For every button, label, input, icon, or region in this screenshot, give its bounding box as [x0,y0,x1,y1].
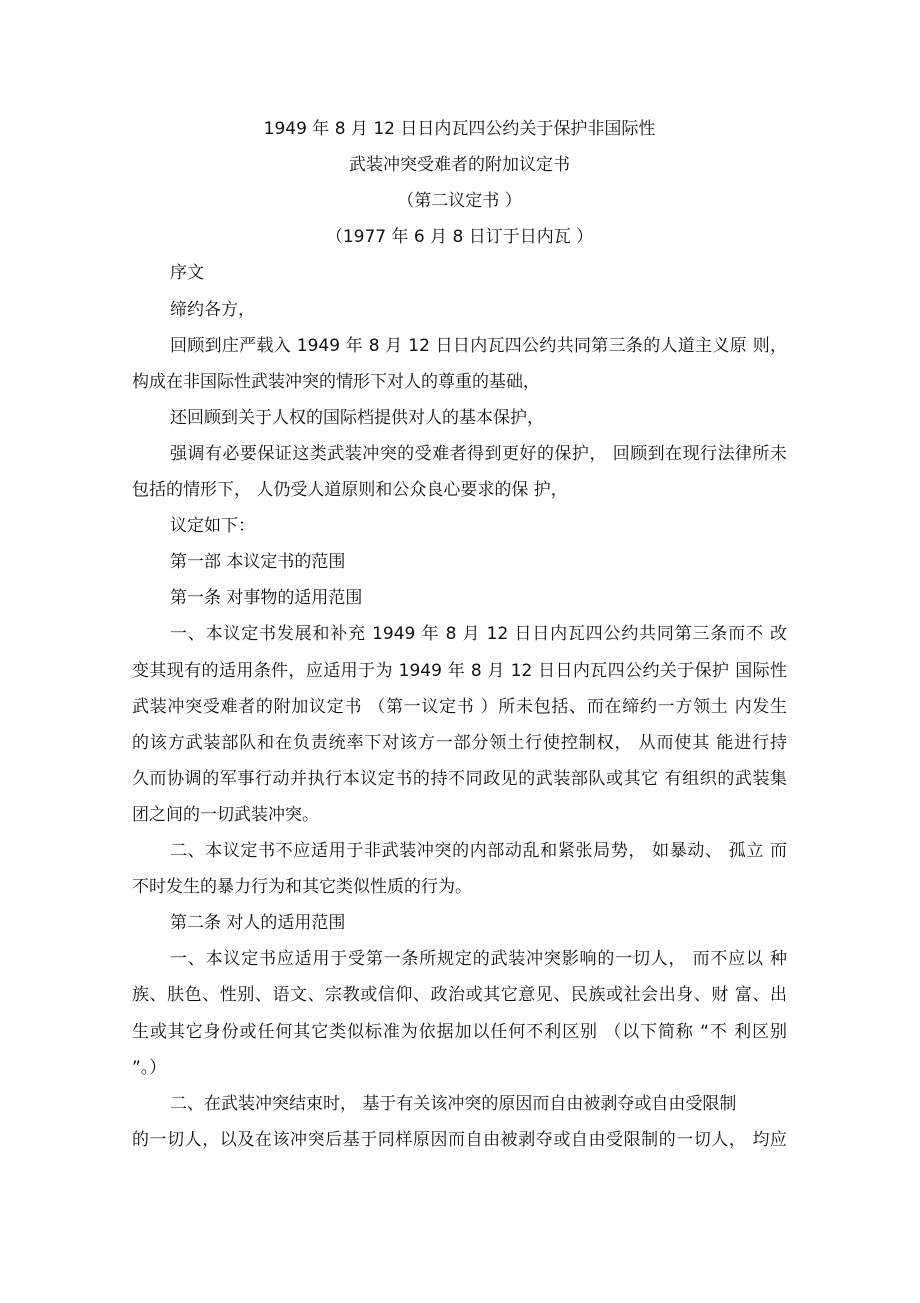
text-line: 第一部 本议定书的范围 [170,552,346,573]
document-title-line: （1977 年 6 月 8 日订于日内瓦 ） [325,227,594,248]
text-line: 一、本议定书发展和补充 1949 年 8 月 12 日日内瓦四公约共同第三条而不 改 [170,624,787,645]
document-title-line: 武装冲突受难者的附加议定书 [349,155,570,176]
text-line: 序文 [170,263,204,284]
text-line: 一、本议定书应适用于受第一条所规定的武装冲突影响的一切人， 而不应以 种 [170,949,787,970]
text-line: 构成在非国际性武装冲突的情形下对人的尊重的基础， [132,371,540,392]
text-line: 的该方武装部队和在负责统率下对该方一部分领土行使控制权， 从而使其 能进行持 [132,732,787,753]
text-line: 生或其它身份或任何其它类似标准为依据加以任何不利区别 （以下简称 “不 利区别 [132,1021,787,1042]
text-line: 回顾到庄严载入 1949 年 8 月 12 日日内瓦四公约共同第三条的人道主义原 则， [170,335,787,356]
text-line: ”。） [132,1057,167,1078]
text-line: 变其现有的适用条件，应适用于为 1949 年 8 月 12 日日内瓦四公约关于保护 国际性 [132,660,787,681]
text-line: 的一切人，以及在该冲突后基于同样原因而自由被剥夺或自由受限制的一切人， 均应 [132,1129,787,1150]
text-line: 第二条 对人的适用范围 [170,913,346,934]
text-line: 团之间的一切武装冲突。 [132,804,319,825]
text-line: 强调有必要保证这类武装冲突的受难者得到更好的保护， 回顾到在现行法律所未 [170,443,787,464]
text-line: 不时发生的暴力行为和其它类似性质的行为。 [132,877,472,898]
text-line: 族、肤色、性别、语文、宗教或信仰、政治或其它意见、民族或社会出身、财 富、出 [132,985,787,1006]
text-line: 第一条 对事物的适用范围 [170,588,363,609]
text-line: 久而协调的军事行动并执行本议定书的持不同政见的武装部队或其它 有组织的武装集 [132,768,787,789]
document-title-line: （第二议定书 ） [397,191,522,212]
document-title-line: 1949 年 8 月 12 日日内瓦四公约关于保护非国际性 [263,119,656,139]
text-line: 武装冲突受难者的附加议定书 （第一议定书 ）所未包括、而在缔约一方领土 内发生 [132,696,787,717]
text-line: 还回顾到关于人权的国际档提供对人的基本保护， [170,407,544,428]
text-line: 包括的情形下， 人仍受人道原则和公众良心要求的保 护， [132,480,568,500]
text-line: 缔约各方， [170,299,255,320]
text-line: 二、本议定书不应适用于非武装冲突的内部动乱和紧张局势， 如暴动、 孤立 而 [170,841,787,861]
text-line: 议定如下： [170,516,255,537]
text-line: 二、在武装冲突结束时， 基于有关该冲突的原因而自由被剥夺或自由受限制 [170,1093,737,1114]
